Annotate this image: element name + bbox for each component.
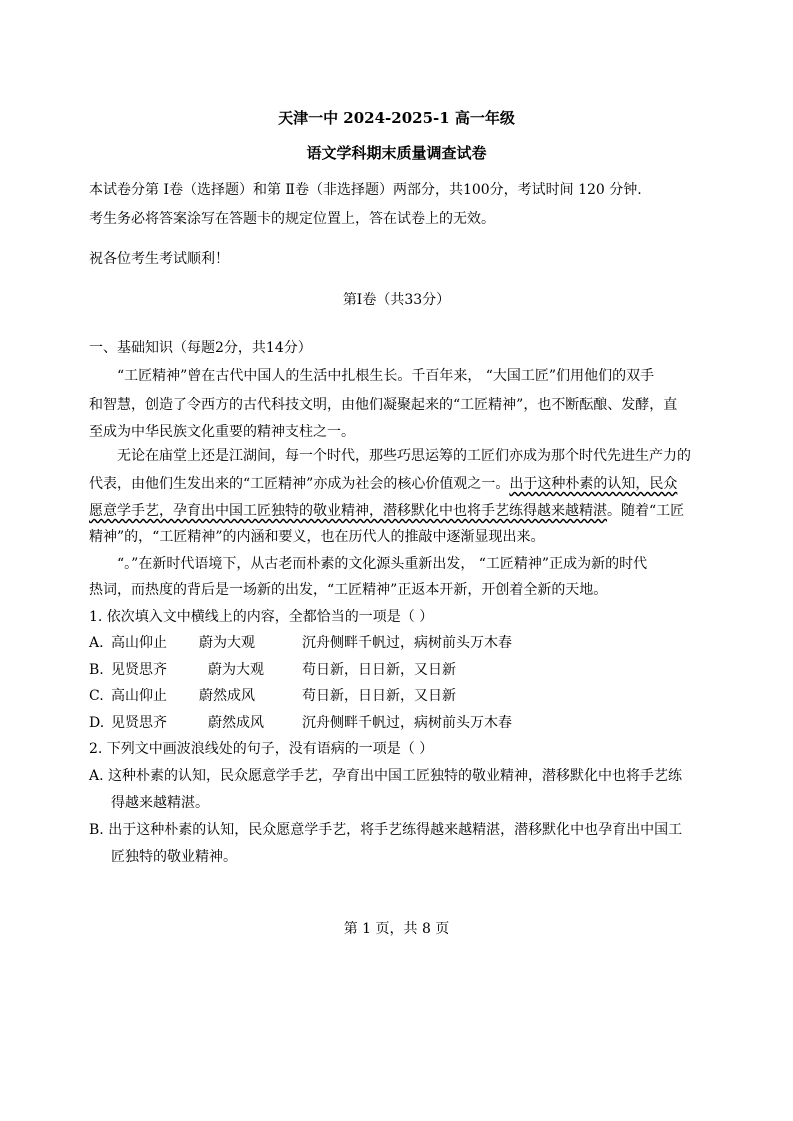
passage-p2-line-2 xyxy=(89,474,677,494)
option-phrase-3: 苟日新，日日新，又日新 xyxy=(302,662,456,678)
option-phrase-2: 蔚然成风 xyxy=(208,715,264,731)
good-luck-line: 祝各位考生考试顺利！ xyxy=(89,251,229,267)
option-phrase-1: 见贤思齐 xyxy=(111,662,167,678)
option-b-line-2: 匠独特的敬业精神。 xyxy=(111,849,237,865)
wavy-underlined-sentence-end: 愿意学手艺，孕育出中国工匠独特的敬业精神，潜移默化中也将手艺练得越来越精湛 xyxy=(89,503,607,519)
option-phrase-2: 蔚为大观 xyxy=(199,635,255,651)
question-2-stem: 2. 下列文中画波浪线处的句子，没有语病的一项是（ ） xyxy=(89,741,434,757)
intro-line-1: 本试卷分第 Ⅰ卷（选择题）和第 Ⅱ卷（非选择题）两部分，共100分，考试时间 120 分钟. xyxy=(89,182,642,198)
option-phrase-1: 见贤思齐 xyxy=(111,715,167,731)
passage-p2-line-2-text: 代表，由他们生发出来的“工匠精神”亦成为社会的核心价值观之一。 xyxy=(89,476,510,492)
passage-p1-line-3: 至成为中华民族文化重要的精神支柱之一。 xyxy=(89,424,355,440)
question-1-stem: 1. 依次填入文中横线上的内容，全都恰当的一项是（ ） xyxy=(89,609,434,625)
option-label: D. xyxy=(89,715,105,731)
passage-p1-line-1: “工匠精神”曾在古代中国人的生活中扎根生长。千百年来， “大国工匠”们用他们的双手 xyxy=(117,368,655,384)
passage-p2-line-3-text: 。随着“工匠 xyxy=(607,503,685,519)
option-a-line-1: A. 这种朴素的认知，民众愿意学手艺，孕育出中国工匠独特的敬业精神，潜移默化中也将手艺练 xyxy=(89,768,683,784)
exam-subtitle: 语文学科期末质量调查试卷 xyxy=(306,144,487,162)
passage-p2-line-3 xyxy=(89,501,684,521)
page-number: 第 1 页，共 8 页 xyxy=(343,921,450,937)
option-phrase-3: 苟日新，日日新，又日新 xyxy=(302,688,456,704)
option-phrase-2: 蔚然成风 xyxy=(199,688,255,704)
option-a-line-2: 得越来越精湛。 xyxy=(111,795,209,811)
option-label: B. xyxy=(89,662,104,678)
passage-p1-line-2: 和智慧，创造了令西方的古代科技文明，由他们凝聚起来的“工匠精神”，也不断酝酿、发酵，直 xyxy=(89,397,678,413)
intro-line-2: 考生务必将答案涂写在答题卡的规定位置上，答在试卷上的无效。 xyxy=(89,211,495,227)
option-b-line-1: B. 出于这种朴素的认知，民众愿意学手艺，将手艺练得越来越精湛，潜移默化中也孕育出中国工 xyxy=(89,822,683,838)
option-phrase-2: 蔚为大观 xyxy=(208,662,264,678)
option-phrase-1: 高山仰止 xyxy=(111,688,167,704)
part-one-heading: 第Ⅰ卷（共33分） xyxy=(342,292,451,308)
option-label: C. xyxy=(89,688,104,704)
option-phrase-3: 沉舟侧畔千帆过，病树前头万木春 xyxy=(302,715,512,731)
option-phrase-1: 高山仰止 xyxy=(111,635,167,651)
option-label: A. xyxy=(89,635,104,651)
passage-p2-line-4: 精神”的，“工匠精神”的内涵和要义，也在历代人的推敲中逐渐显现出来。 xyxy=(89,529,545,545)
option-phrase-3: 沉舟侧畔千帆过，病树前头万木春 xyxy=(302,635,512,651)
section-one-heading: 一、基础知识（每题2分，共14分） xyxy=(89,340,312,356)
wavy-underlined-sentence-start: 出于这种朴素的认知，民众 xyxy=(509,476,678,492)
passage-p3-line-1: “。”在新时代语境下，从古老而朴素的文化源头重新出发， “工匠精神”正成为新的时代 xyxy=(117,556,648,572)
passage-p3-line-2: 热词，而热度的背后是一场新的出发，“工匠精神”正返本开新，开创着全新的天地。 xyxy=(89,582,608,598)
passage-p2-line-1: 无论在庙堂上还是江湖间，每一个时代，那些巧思运筹的工匠们亦成为那个时代先进生产力的 xyxy=(117,448,691,464)
exam-title: 天津一中 2024-2025-1 高一年级 xyxy=(278,109,515,127)
